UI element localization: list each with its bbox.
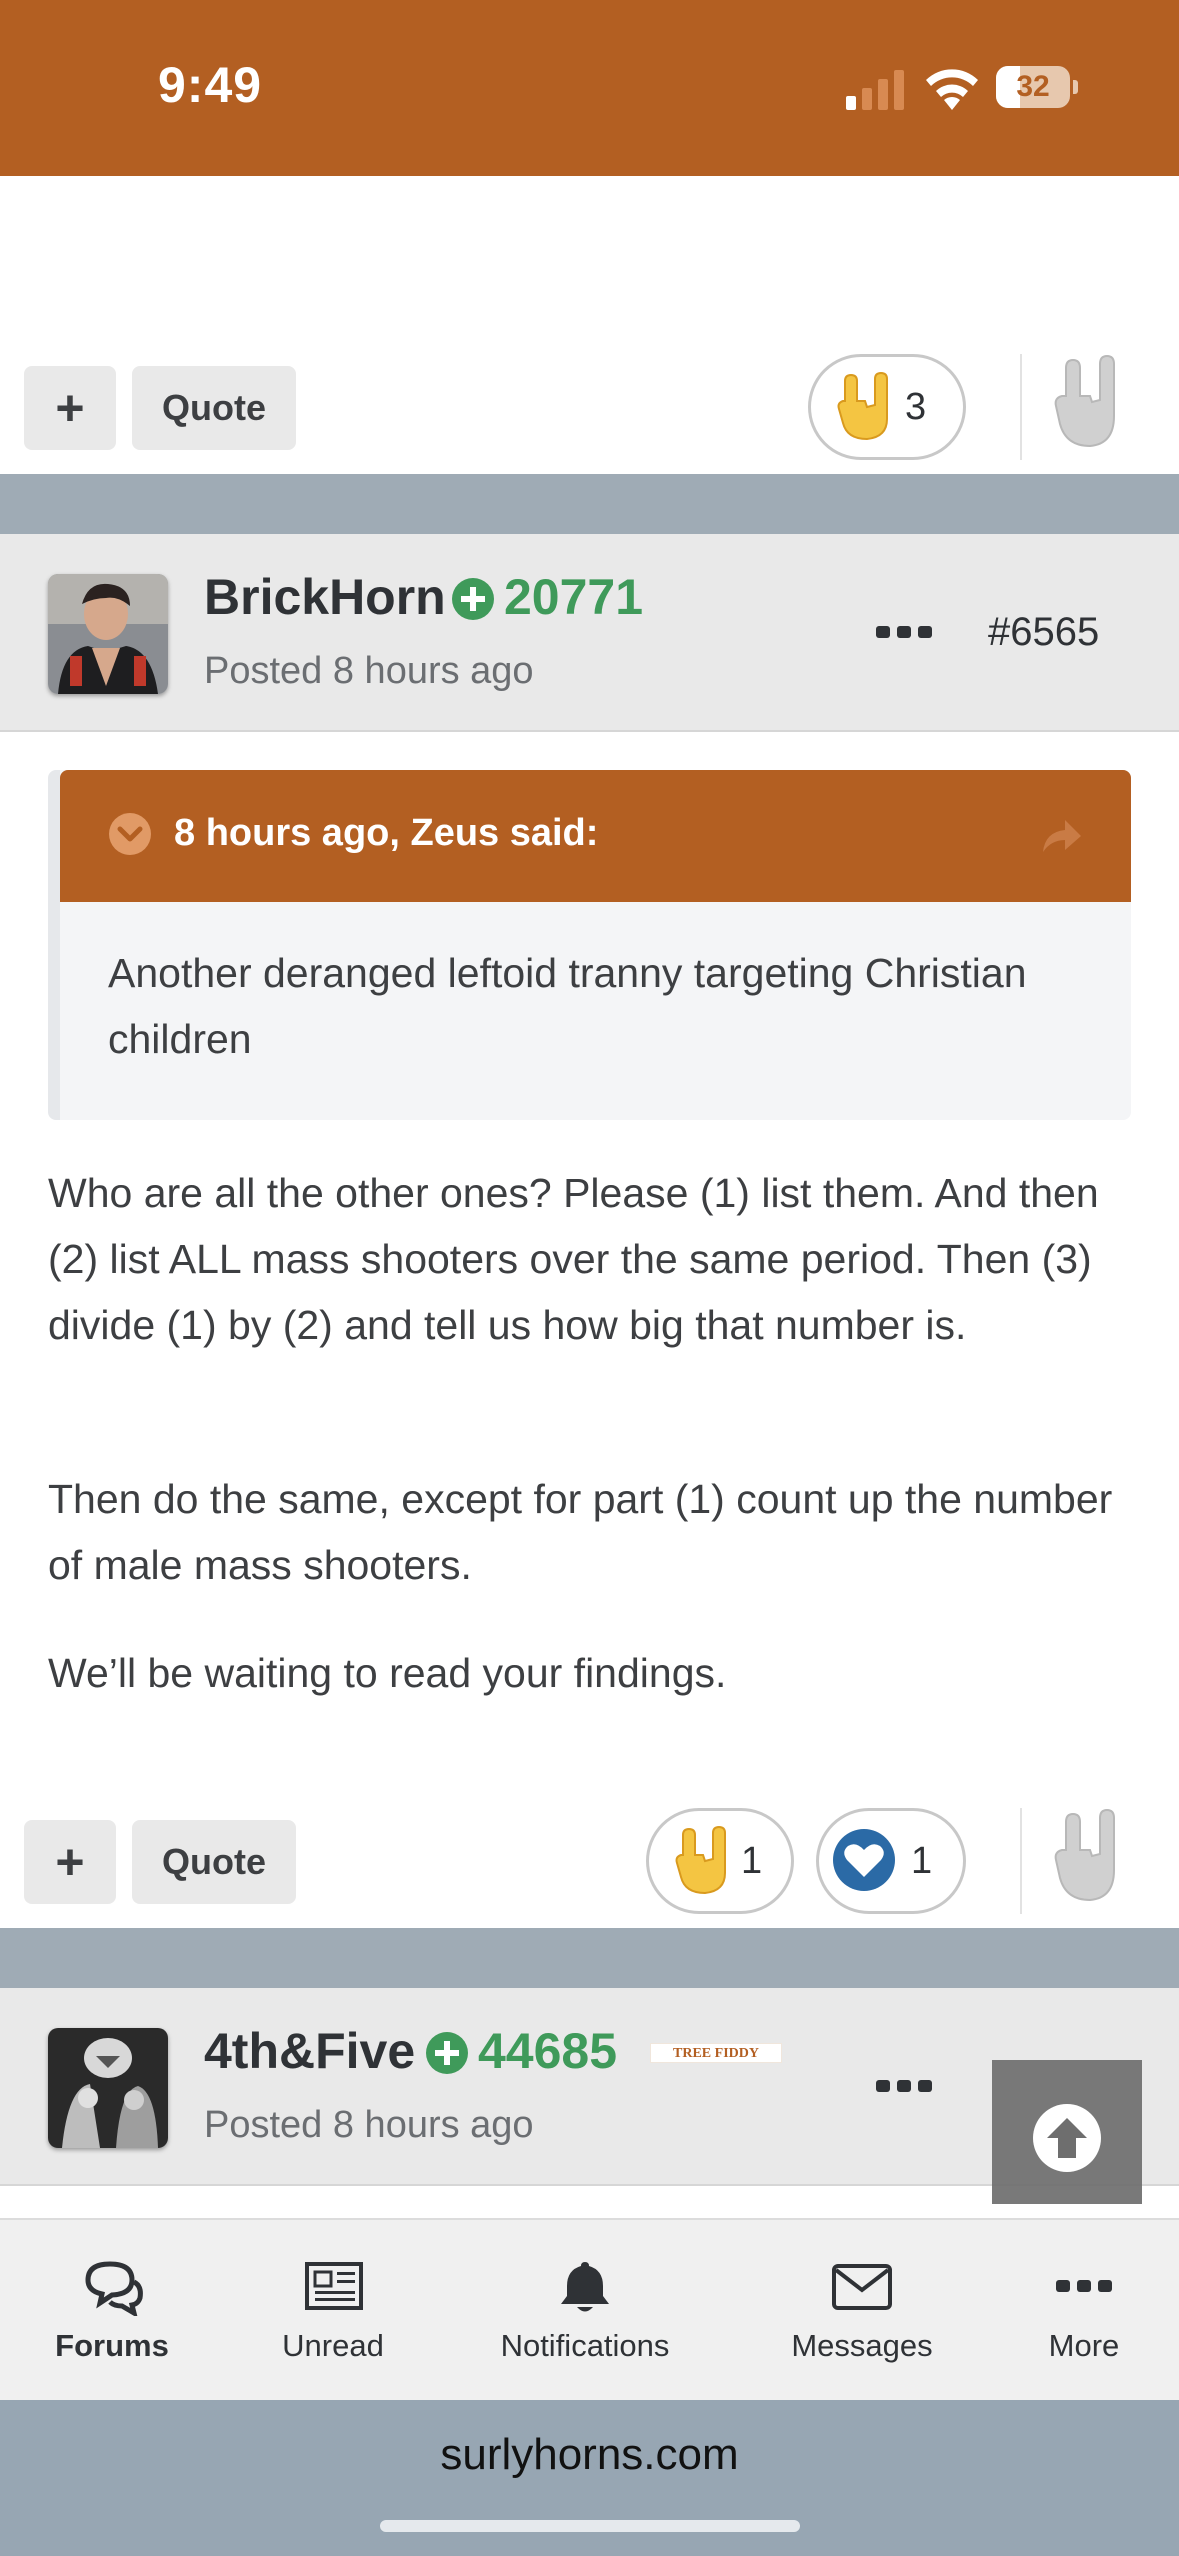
tab-label: Messages bbox=[791, 2328, 933, 2363]
battery-indicator bbox=[996, 66, 1076, 108]
author-name[interactable]: 4th&Five bbox=[204, 2023, 416, 2079]
tab-label: Unread bbox=[282, 2328, 384, 2363]
reaction-pill-rock-on[interactable] bbox=[646, 1808, 794, 1914]
tab-forums[interactable] bbox=[20, 2220, 204, 2402]
tab-more[interactable] bbox=[1024, 2220, 1144, 2402]
add-reaction-icon[interactable] bbox=[1044, 350, 1128, 460]
post-timestamp[interactable]: Posted 8 hours ago bbox=[204, 650, 534, 692]
quote-citation: 8 hours ago, Zeus said: bbox=[174, 812, 599, 854]
url-text[interactable]: surlyhorns.com bbox=[440, 2430, 739, 2479]
tab-unread[interactable] bbox=[238, 2220, 428, 2402]
battery-level: 32 bbox=[1016, 70, 1050, 103]
post-options-icon[interactable] bbox=[876, 2078, 932, 2094]
browser-address-bar[interactable] bbox=[0, 2400, 1179, 2556]
wifi-icon bbox=[924, 66, 980, 110]
post-actions bbox=[0, 1820, 1179, 1940]
reputation-plus-icon bbox=[452, 578, 494, 620]
cellular-signal-icon bbox=[846, 70, 906, 110]
rock-on-hand-icon bbox=[669, 1825, 735, 1897]
reaction-divider bbox=[1020, 354, 1022, 460]
more-dots-icon bbox=[1052, 2258, 1116, 2316]
quote-button[interactable]: Quote bbox=[132, 366, 296, 450]
post-paragraph: Then do the same, except for part (1) count up the number of male mass shooters. bbox=[48, 1476, 1113, 1588]
quote-button[interactable]: Quote bbox=[132, 1820, 296, 1904]
quote-header[interactable] bbox=[60, 770, 1131, 902]
go-to-quote-icon[interactable] bbox=[1039, 816, 1083, 856]
post-header bbox=[0, 534, 1179, 732]
author-name[interactable]: BrickHorn bbox=[204, 569, 446, 625]
rock-on-hand-icon bbox=[831, 371, 897, 443]
post-actions-previous bbox=[0, 366, 1179, 486]
reaction-pill-rock-on[interactable] bbox=[808, 354, 966, 460]
bell-icon bbox=[553, 2258, 617, 2316]
newspaper-icon bbox=[301, 2258, 365, 2316]
status-time: 9:49 bbox=[158, 57, 263, 113]
reputation-score: 20771 bbox=[504, 569, 644, 625]
avatar-image bbox=[48, 574, 168, 694]
heart-icon bbox=[831, 1827, 897, 1893]
add-reaction-icon[interactable] bbox=[1044, 1804, 1128, 1914]
avatar[interactable] bbox=[48, 2028, 168, 2148]
avatar-image bbox=[48, 2028, 168, 2148]
multiquote-button[interactable]: + bbox=[24, 1820, 116, 1904]
arrow-up-circle-icon bbox=[992, 2060, 1142, 2204]
tab-notifications[interactable] bbox=[470, 2220, 700, 2402]
reaction-count: 3 bbox=[905, 386, 927, 428]
reaction-count: 1 bbox=[911, 1840, 933, 1882]
tab-label: Notifications bbox=[500, 2328, 670, 2363]
bottom-tab-bar bbox=[0, 2218, 1179, 2400]
chevron-down-icon[interactable] bbox=[108, 812, 152, 856]
quote-text: Another deranged leftoid tranny targeting Christian children bbox=[108, 950, 1027, 1062]
status-bar bbox=[0, 0, 1179, 176]
envelope-icon bbox=[830, 2258, 894, 2316]
reaction-pill-heart[interactable] bbox=[816, 1808, 966, 1914]
forums-icon bbox=[80, 2258, 144, 2316]
tab-label: More bbox=[1048, 2328, 1120, 2363]
multiquote-button[interactable]: + bbox=[24, 366, 116, 450]
reputation-plus-icon bbox=[426, 2032, 468, 2074]
tab-messages[interactable] bbox=[760, 2220, 964, 2402]
reaction-count: 1 bbox=[741, 1840, 763, 1882]
post-separator bbox=[0, 474, 1179, 534]
avatar[interactable] bbox=[48, 574, 168, 694]
post-paragraph: Who are all the other ones? Please (1) list them. And then (2) list ALL mass shooters over the same period. Then (3) divide (1) by (2) and tell us how big that number is. bbox=[48, 1170, 1099, 1348]
tab-label: Forums bbox=[55, 2328, 169, 2363]
home-indicator[interactable] bbox=[380, 2520, 800, 2532]
post-options-icon[interactable] bbox=[876, 624, 932, 640]
user-badge: TREE FIDDY bbox=[650, 2043, 782, 2063]
post-paragraph: We’ll be waiting to read your findings. bbox=[48, 1650, 727, 1696]
post-separator bbox=[0, 1928, 1179, 1988]
reputation-score: 44685 bbox=[478, 2023, 618, 2079]
reaction-divider bbox=[1020, 1808, 1022, 1914]
post-timestamp[interactable]: Posted 8 hours ago bbox=[204, 2104, 534, 2146]
post-number[interactable]: #6565 bbox=[988, 610, 1100, 654]
scroll-to-top-button[interactable] bbox=[992, 2060, 1142, 2204]
